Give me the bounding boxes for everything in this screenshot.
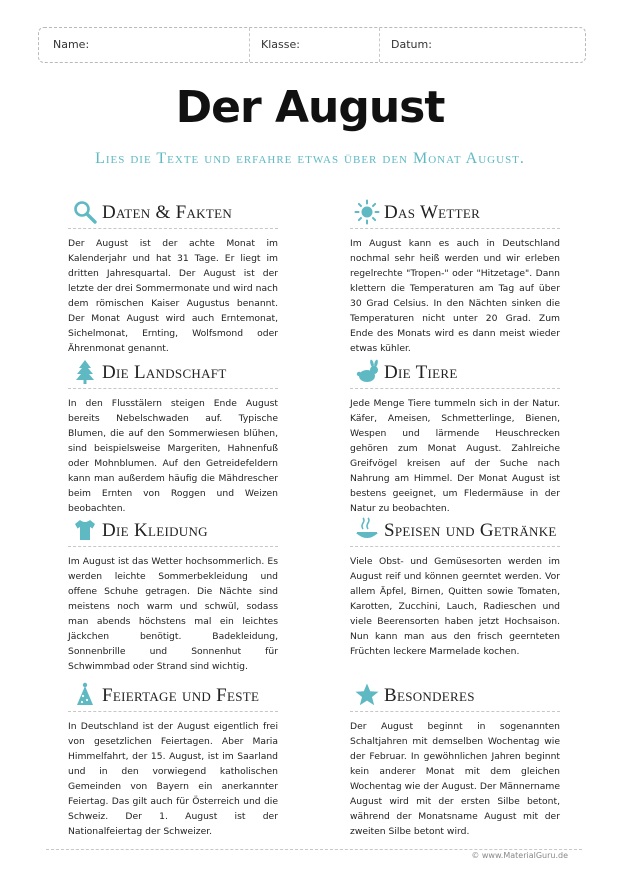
section-header: [68, 516, 278, 547]
section-title: Das Wetter: [384, 202, 481, 223]
copyright: © www.MaterialGuru.de: [471, 851, 568, 860]
tree-icon: [72, 359, 98, 385]
section-text: Der August beginnt in sogenannten Schaltjahren mit demselben Wochentag wie der Februar. In gewöhnlichen Jahren beginnt kein anderer Monat mit dem gleichen Wochentag wie der August. Der Männername August wird mit der ersten Silbe betont, während der Monatsname August mit der zweiten Silbe betont wird.: [350, 721, 560, 837]
section-die-landschaft: [68, 358, 278, 516]
footer-divider: [46, 849, 582, 850]
page-subtitle: Lies die Texte und erfahre etwas über den Monat August.: [95, 150, 525, 167]
rabbit-icon: [354, 359, 380, 385]
section-title: Die Tiere: [384, 362, 458, 383]
section-text: Im August ist das Wetter hochsommerlich. Es werden leichte Sommerbekleidung und offene Schuhe getragen. Die Nächte sind meistens noch warm und schwül, sodass man abends höchstens mal ein leichtes Jäckchen benötigt. Badekleidung, Sonnenbrille und Sonnenhut für Schwimmbad oder Strand sind wichtig.: [68, 556, 278, 672]
sun-icon: [354, 199, 380, 225]
date-label: Datum:: [391, 38, 432, 51]
section-header: [350, 358, 560, 389]
section-header: [68, 198, 278, 229]
section-besonderes: [350, 681, 560, 839]
section-header: [350, 516, 560, 547]
section-title: Die Landschaft: [102, 362, 227, 383]
section-header: [68, 681, 278, 712]
name-label: Name:: [53, 38, 90, 51]
party-hat-icon: [72, 682, 98, 708]
section-title: Daten & Fakten: [102, 202, 233, 223]
tshirt-icon: [72, 517, 98, 543]
page-title: Der August: [175, 82, 445, 133]
section-daten-fakten: [68, 198, 278, 356]
section-title: Besonderes: [384, 685, 475, 706]
section-text: Jede Menge Tiere tummeln sich in der Natur. Käfer, Ameisen, Schmetterlinge, Bienen, Wespen und lärmende Heuschrecken gehören zum Monat August. Zahlreiche Greifvögel kreisen auf der Suche nach Nahrung am Himmel. Der Monat August ist bestens geeignet, um Fledermäuse in der Natur zu beobachten.: [350, 398, 560, 514]
section-text: Der August ist der achte Monat im Kalenderjahr und hat 31 Tage. Er liegt im dritten Jahresquartal. Der August ist der letzte der drei Sommermonate und wird nach dem römischen Kaiser Augustus benannt. Der Monat August wird auch Erntemonat, Sichelmonat, Ernting, Wolfsmond oder Ährenmonat genannt.: [68, 238, 278, 354]
star-icon: [354, 682, 380, 708]
section-header: [350, 198, 560, 229]
section-text: Viele Obst- und Gemüsesorten werden im August reif und können geerntet werden. Vor allem Äpfel, Birnen, Quitten sowie Tomaten, Karotten, Zucchini, Lauch, Radieschen und viele Beerensorten haben jetzt Hochsaison. Nun kann man aus den frisch geernteten Früchten leckere Marmelade kochen.: [350, 556, 560, 657]
divider: [249, 28, 250, 62]
section-title: Speisen und Getränke: [384, 520, 557, 541]
student-info-box: [38, 27, 586, 63]
divider: [379, 28, 380, 62]
section-text: In Deutschland ist der August eigentlich frei von gesetzlichen Feiertagen. Aber Maria Himmelfahrt, der 15. August, ist im Saarland und in den vorwiegend katholischen Gemeinden von Bayern ein anerkannter Feiertag. Das gilt auch für Österreich und die Schweiz. Der 1. August ist der Nationalfeiertag der Schweizer.: [68, 721, 278, 837]
class-label: Klasse:: [261, 38, 300, 51]
section-title: Die Kleidung: [102, 520, 208, 541]
dish-icon: [354, 517, 380, 543]
section-text: In den Flusstälern steigen Ende August bereits Nebelschwaden auf. Typische Blumen, die auf den Sommerwiesen blühen, sind beispielsweise Margeriten, Hahnenfuß oder Mohnblumen. Auf den Getreidefeldern kann man außerdem häufig die Mähdrescher beim Ernten von Roggen und Weizen beobachten.: [68, 398, 278, 514]
magnifier-icon: [72, 199, 98, 225]
section-title: Feiertage und Feste: [102, 685, 260, 706]
section-header: [68, 358, 278, 389]
section-die-tiere: [350, 358, 560, 516]
section-feiertage-feste: [68, 681, 278, 839]
section-header: [350, 681, 560, 712]
section-das-wetter: [350, 198, 560, 356]
section-text: Im August kann es auch in Deutschland nochmal sehr heiß werden und wir erleben regelrechte "Tropen-" oder "Hitzetage". Dann klettern die Temperaturen am Tag auf über 30 Grad Celsius. In den Nächten sinken die Temperaturen nicht unter 20 Grad. Zum Ende des Monats wird es dann meist wieder etwas kühler.: [350, 238, 560, 354]
section-speisen-getraenke: [350, 516, 560, 659]
section-die-kleidung: [68, 516, 278, 674]
